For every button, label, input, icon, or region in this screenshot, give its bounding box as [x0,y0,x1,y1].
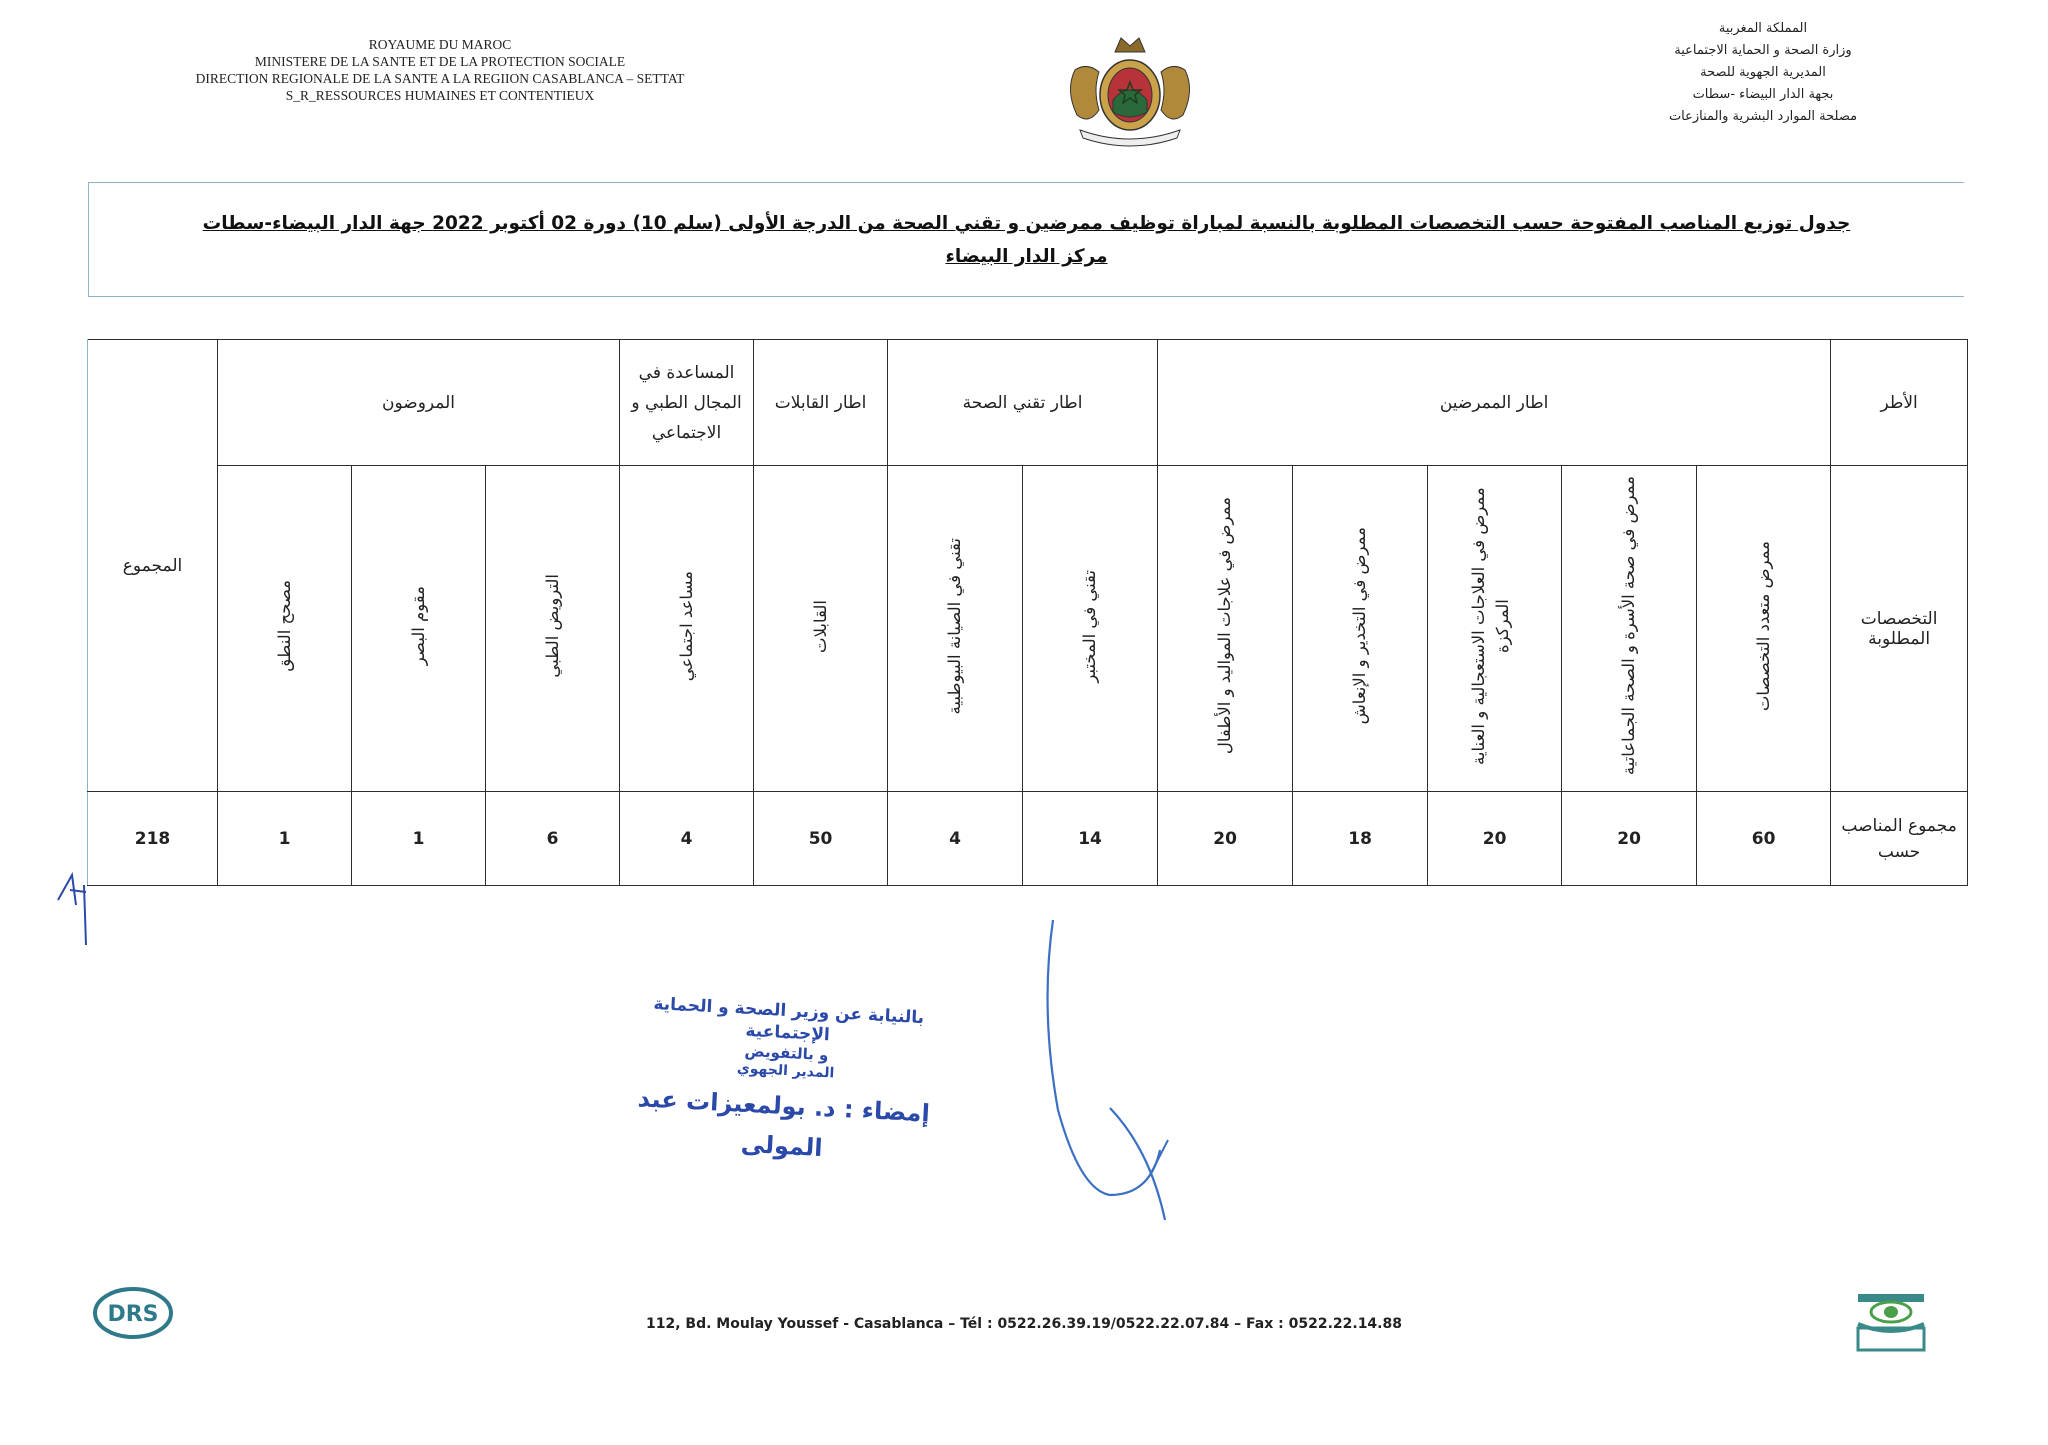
group-midwives: اطار القابلات [754,340,888,466]
count-s5: 20 [1158,792,1293,886]
group-health-tech: اطار تقني الصحة [888,340,1158,466]
document-subtitle: مركز الدار البيضاء [945,246,1108,267]
specialty-s7: تقني في الصيانة البيوطبية [945,537,965,715]
signature-line1: بالنيابة عن وزير الصحة و الحماية الإجتماعية [652,994,925,1046]
header-total: المجموع [88,340,218,792]
specialty-s8: القابلات [810,599,830,653]
header-fr-line2: MINISTERE DE LA SANTE ET DE LA PROTECTION SOCIALE [254,54,626,69]
specialty-s2: ممرض في صحة الأسرة و الصحة الجماعاتية [1619,476,1639,776]
signature-line4: إمضاء : د. بولمعيزات عبد المولى [637,1084,931,1163]
specialty-s3: ممرض في العلاجات الاستعجالية و العناية المركزة [1468,487,1512,765]
header-ar-line2: وزارة الصحة و الحماية الاجتماعية [1674,43,1852,58]
header-french [130,36,750,104]
specialty-s4: ممرض في التخدير و الإنعاش [1350,527,1370,725]
header-specialties: التخصصات المطلوبة [1831,466,1968,792]
count-total: 218 [88,792,218,886]
specialty-s10: الترويض الطبي [542,574,562,678]
header-fr-line3: DIRECTION REGIONALE DE LA SANTE A LA REGIION CASABLANCA – SETTAT [195,71,685,86]
header-ar-line1: المملكة المغربية [1718,21,1808,36]
header-fr-line4: S_R_RESSOURCES HUMAINES ET CONTENTIEUX [285,88,595,103]
drs-logo-icon [92,1285,174,1341]
count-s7: 4 [888,792,1023,886]
specialty-s1: ممرض متعدد التخصصات [1753,540,1773,712]
drs-logo-text: DRS [107,1302,159,1327]
group-rehab: المروضون [218,340,620,466]
specialty-s12: مصحح النطق [274,580,294,672]
count-s2: 20 [1562,792,1697,886]
header-arabic [1613,18,1913,128]
header-ar-line3: المديرية الجهوية للصحة [1700,65,1826,80]
footer-address: 112, Bd. Moulay Youssef - Casablanca – Tél : 0522.26.39.19/0522.22.07.84 – Fax : 0522.22.14.88 [646,1316,1402,1332]
signature-line3: المدير الجهوي [736,1060,835,1082]
specialty-s6: تقني في المختبر [1080,569,1100,683]
group-nurses: اطار الممرضين [1158,340,1831,466]
header-totals-row: مجموع المناصب حسب [1831,792,1968,886]
count-s4: 18 [1293,792,1428,886]
count-s6: 14 [1023,792,1158,886]
header-ar-line4: بجهة الدار البيضاء -سطات [1692,87,1834,102]
signature-line2: و بالتفويض [744,1041,829,1065]
count-s3: 20 [1428,792,1562,886]
count-s11: 1 [352,792,486,886]
count-s1: 60 [1697,792,1831,886]
specialty-s9: مساعد اجتماعي [676,570,696,682]
ministry-logo-icon [1852,1290,1930,1356]
specialty-s11: مقوم البصر [408,586,428,666]
positions-table [87,339,1968,886]
count-s10: 6 [486,792,620,886]
header-ar-line5: مصلحة الموارد البشرية والمنازعات [1668,109,1858,124]
count-s12: 1 [218,792,352,886]
count-s8: 50 [754,792,888,886]
royal-coat-of-arms-icon [1055,30,1205,150]
group-social-assist: المساعدة في المجال الطبي و الاجتماعي [620,340,754,466]
specialty-s5: ممرض في علاجات المواليد و الأطفال [1215,497,1235,755]
count-s9: 4 [620,792,754,886]
header-frameworks: الأطر [1831,340,1968,466]
signature-stamp [616,991,954,1174]
title-frame [88,182,1964,297]
document-title: جدول توزيع المناصب المفتوحة حسب التخصصات المطلوبة بالنسبة لمباراة توظيف ممرضين و تقني الصحة من الدرجة الأولى (سلم 10) دورة 02 أكتوبر 2022 جهة الدار البيضاء-سطات [202,213,1851,234]
header-fr-line1: ROYAUME DU MAROC [368,37,512,52]
